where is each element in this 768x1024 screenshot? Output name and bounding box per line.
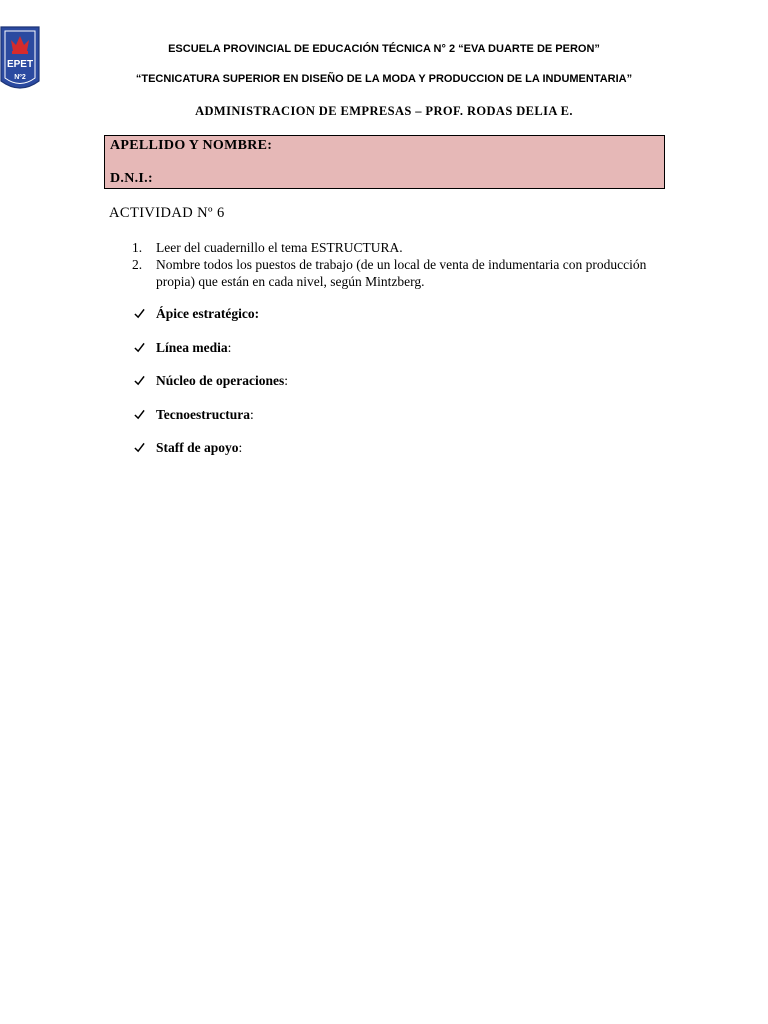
- level-label: Línea media: [156, 339, 228, 355]
- instruction-item: [130, 256, 660, 290]
- level-suffix: :: [227, 339, 232, 355]
- activity-title: ACTIVIDAD Nº 6: [109, 205, 225, 221]
- course-heading: “TECNICATURA SUPERIOR EN DISEÑO DE LA MODA Y PRODUCCION DE LA INDUMENTARIA”: [135, 73, 633, 85]
- logo-text-epet: EPET: [6, 59, 34, 70]
- checkmark-icon: [134, 308, 145, 319]
- level-label: Núcleo de operaciones: [156, 373, 285, 389]
- instruction-list: [130, 239, 660, 290]
- logo-text-number: Nº2: [14, 74, 26, 81]
- instruction-number: 1.: [132, 240, 143, 255]
- level-suffix: :: [284, 373, 288, 389]
- instruction-text: Leer del cuadernillo el tema ESTRUCTURA.: [156, 240, 403, 255]
- level-label: Tecnoestructura: [156, 406, 250, 422]
- instruction-item: [130, 239, 660, 256]
- school-name-heading: ESCUELA PROVINCIAL DE EDUCACIÓN TÉCNICA N° 2 “EVA DUARTE DE PERON”: [168, 43, 600, 55]
- checkmark-icon: [134, 342, 145, 353]
- student-info-box: [104, 135, 665, 189]
- dni-label: D.N.I.:: [110, 171, 153, 186]
- checkmark-icon: [134, 375, 145, 386]
- checkmark-icon: [134, 409, 145, 420]
- level-label: Ápice estratégico:: [156, 306, 260, 321]
- level-label: Staff de apoyo: [156, 440, 239, 456]
- name-label: APELLIDO Y NOMBRE:: [110, 138, 273, 153]
- instruction-number: 2.: [132, 257, 143, 272]
- instruction-text: Nombre todos los puestos de trabajo (de un local de venta de indumentaria con producción propia) que están en cada nivel, según Mintzberg.: [156, 257, 647, 289]
- subject-heading: ADMINISTRACION DE EMPRESAS – PROF. RODAS DELIA E.: [195, 104, 573, 118]
- level-suffix: :: [238, 440, 243, 456]
- level-suffix: :: [250, 406, 254, 422]
- checkmark-icon: [134, 442, 145, 453]
